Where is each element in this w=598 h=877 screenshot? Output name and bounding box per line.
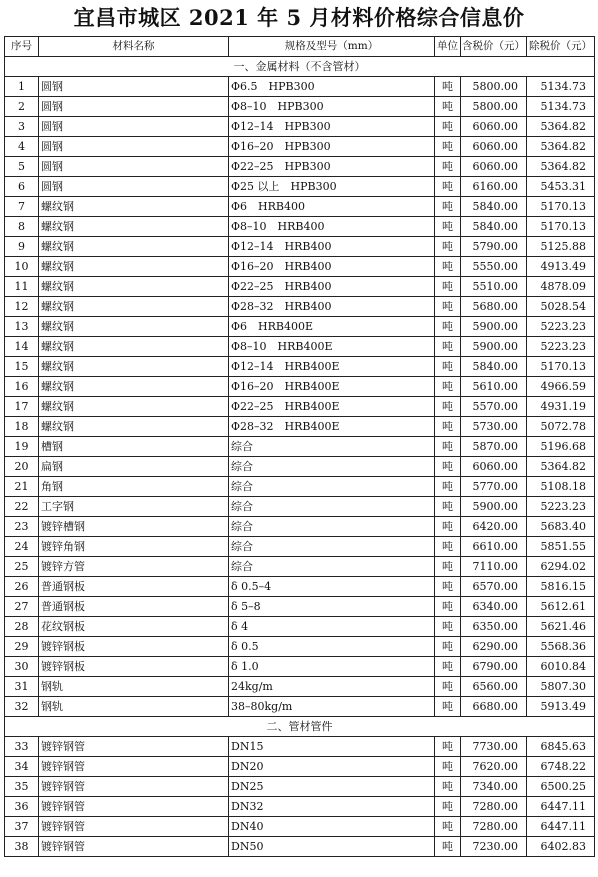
cell-no: 3 — [5, 117, 39, 137]
cell-unit: 吨 — [435, 237, 461, 257]
cell-spec: Φ16–20 HRB400E — [229, 377, 435, 397]
cell-no: 2 — [5, 97, 39, 117]
cell-spec: DN40 — [229, 817, 435, 837]
cell-price-tax: 7620.00 — [461, 757, 527, 777]
cell-no: 34 — [5, 757, 39, 777]
cell-unit: 吨 — [435, 477, 461, 497]
cell-name: 螺纹钢 — [39, 277, 229, 297]
table-row — [5, 137, 595, 157]
cell-price-notax: 5364.82 — [527, 457, 595, 477]
cell-price-tax: 6060.00 — [461, 157, 527, 177]
cell-name: 螺纹钢 — [39, 417, 229, 437]
cell-price-tax: 6680.00 — [461, 697, 527, 717]
cell-name: 镀锌钢板 — [39, 657, 229, 677]
table-body — [5, 57, 595, 857]
cell-spec: Φ28–32 HRB400 — [229, 297, 435, 317]
cell-name: 镀锌方管 — [39, 557, 229, 577]
cell-unit: 吨 — [435, 597, 461, 617]
table-row — [5, 517, 595, 537]
cell-unit: 吨 — [435, 157, 461, 177]
cell-unit: 吨 — [435, 637, 461, 657]
cell-price-notax: 5134.73 — [527, 97, 595, 117]
cell-name: 镀锌钢管 — [39, 837, 229, 857]
cell-unit: 吨 — [435, 77, 461, 97]
cell-price-notax: 6294.02 — [527, 557, 595, 577]
cell-no: 12 — [5, 297, 39, 317]
cell-unit: 吨 — [435, 577, 461, 597]
section-heading: 一、金属材料（不含管材） — [5, 57, 595, 77]
cell-no: 5 — [5, 157, 39, 177]
cell-name: 镀锌钢管 — [39, 817, 229, 837]
cell-price-notax: 4878.09 — [527, 277, 595, 297]
cell-price-tax: 7280.00 — [461, 817, 527, 837]
cell-no: 38 — [5, 837, 39, 857]
column-header-price-tax: 含税价（元） — [461, 37, 527, 57]
cell-price-notax: 5072.78 — [527, 417, 595, 437]
cell-price-notax: 5223.23 — [527, 497, 595, 517]
cell-spec: 综合 — [229, 457, 435, 477]
cell-no: 37 — [5, 817, 39, 837]
cell-name: 螺纹钢 — [39, 217, 229, 237]
cell-spec: Φ12–14 HPB300 — [229, 117, 435, 137]
cell-spec: 24kg/m — [229, 677, 435, 697]
cell-price-notax: 6845.63 — [527, 737, 595, 757]
cell-name: 圆钢 — [39, 97, 229, 117]
cell-price-tax: 7730.00 — [461, 737, 527, 757]
cell-name: 螺纹钢 — [39, 357, 229, 377]
cell-unit: 吨 — [435, 837, 461, 857]
cell-price-tax: 5570.00 — [461, 397, 527, 417]
cell-name: 螺纹钢 — [39, 297, 229, 317]
cell-name: 圆钢 — [39, 117, 229, 137]
table-row — [5, 177, 595, 197]
cell-name: 镀锌角钢 — [39, 537, 229, 557]
cell-unit: 吨 — [435, 657, 461, 677]
cell-spec: Φ12–14 HRB400E — [229, 357, 435, 377]
cell-price-notax: 5364.82 — [527, 157, 595, 177]
cell-unit: 吨 — [435, 617, 461, 637]
cell-name: 螺纹钢 — [39, 257, 229, 277]
cell-spec: 综合 — [229, 437, 435, 457]
table-row — [5, 497, 595, 517]
cell-unit: 吨 — [435, 97, 461, 117]
cell-spec: DN15 — [229, 737, 435, 757]
cell-price-tax: 7110.00 — [461, 557, 527, 577]
cell-spec: Φ25 以上 HPB300 — [229, 177, 435, 197]
cell-spec: Φ8–10 HRB400 — [229, 217, 435, 237]
table-row — [5, 757, 595, 777]
cell-unit: 吨 — [435, 557, 461, 577]
cell-spec: δ 5–8 — [229, 597, 435, 617]
cell-price-tax: 5840.00 — [461, 197, 527, 217]
cell-price-notax: 5196.68 — [527, 437, 595, 457]
cell-no: 27 — [5, 597, 39, 617]
cell-price-tax: 6160.00 — [461, 177, 527, 197]
cell-price-tax: 5800.00 — [461, 77, 527, 97]
cell-price-notax: 5453.31 — [527, 177, 595, 197]
cell-name: 螺纹钢 — [39, 397, 229, 417]
cell-price-notax: 6402.83 — [527, 837, 595, 857]
page-title: 宜昌市城区 2021 年 5 月材料价格综合信息价 — [73, 5, 525, 30]
cell-no: 16 — [5, 377, 39, 397]
table-row — [5, 197, 595, 217]
cell-unit: 吨 — [435, 217, 461, 237]
cell-price-notax: 6500.25 — [527, 777, 595, 797]
cell-unit: 吨 — [435, 337, 461, 357]
cell-spec: δ 0.5–4 — [229, 577, 435, 597]
cell-unit: 吨 — [435, 697, 461, 717]
cell-price-notax: 6748.22 — [527, 757, 595, 777]
cell-price-tax: 5550.00 — [461, 257, 527, 277]
cell-price-tax: 5790.00 — [461, 237, 527, 257]
table-row — [5, 657, 595, 677]
cell-name: 圆钢 — [39, 137, 229, 157]
cell-name: 扁钢 — [39, 457, 229, 477]
table-row — [5, 537, 595, 557]
cell-no: 14 — [5, 337, 39, 357]
column-header-spec: 规格及型号（mm） — [229, 37, 435, 57]
table-row — [5, 637, 595, 657]
section-heading-row — [5, 57, 595, 77]
cell-name: 镀锌钢管 — [39, 777, 229, 797]
table-row — [5, 817, 595, 837]
cell-spec: δ 1.0 — [229, 657, 435, 677]
cell-unit: 吨 — [435, 757, 461, 777]
cell-price-notax: 5568.36 — [527, 637, 595, 657]
cell-price-notax: 4966.59 — [527, 377, 595, 397]
cell-no: 24 — [5, 537, 39, 557]
cell-no: 15 — [5, 357, 39, 377]
cell-price-notax: 6010.84 — [527, 657, 595, 677]
cell-name: 镀锌钢板 — [39, 637, 229, 657]
cell-price-tax: 5610.00 — [461, 377, 527, 397]
table-header-row — [5, 37, 595, 57]
cell-name: 钢轨 — [39, 697, 229, 717]
cell-price-notax: 4931.19 — [527, 397, 595, 417]
cell-unit: 吨 — [435, 277, 461, 297]
cell-unit: 吨 — [435, 357, 461, 377]
cell-price-notax: 5807.30 — [527, 677, 595, 697]
cell-price-notax: 5621.46 — [527, 617, 595, 637]
cell-price-notax: 5223.23 — [527, 337, 595, 357]
cell-price-tax: 6060.00 — [461, 457, 527, 477]
cell-name: 镀锌槽钢 — [39, 517, 229, 537]
cell-no: 23 — [5, 517, 39, 537]
cell-name: 圆钢 — [39, 77, 229, 97]
column-header-no: 序号 — [5, 37, 39, 57]
cell-name: 镀锌钢管 — [39, 797, 229, 817]
cell-no: 29 — [5, 637, 39, 657]
table-row — [5, 777, 595, 797]
cell-price-tax: 5770.00 — [461, 477, 527, 497]
table-row — [5, 337, 595, 357]
cell-spec: 综合 — [229, 517, 435, 537]
cell-spec: δ 4 — [229, 617, 435, 637]
cell-no: 7 — [5, 197, 39, 217]
cell-price-notax: 5364.82 — [527, 117, 595, 137]
cell-spec: 综合 — [229, 497, 435, 517]
cell-name: 镀锌钢管 — [39, 737, 229, 757]
table-row — [5, 357, 595, 377]
cell-name: 螺纹钢 — [39, 237, 229, 257]
cell-unit: 吨 — [435, 117, 461, 137]
cell-no: 25 — [5, 557, 39, 577]
cell-unit: 吨 — [435, 317, 461, 337]
cell-unit: 吨 — [435, 537, 461, 557]
cell-no: 26 — [5, 577, 39, 597]
table-row — [5, 417, 595, 437]
cell-price-tax: 7340.00 — [461, 777, 527, 797]
cell-price-tax: 7280.00 — [461, 797, 527, 817]
cell-price-notax: 5851.55 — [527, 537, 595, 557]
cell-price-tax: 5900.00 — [461, 497, 527, 517]
cell-unit: 吨 — [435, 777, 461, 797]
cell-no: 11 — [5, 277, 39, 297]
cell-price-notax: 5125.88 — [527, 237, 595, 257]
cell-unit: 吨 — [435, 197, 461, 217]
section-heading: 二、管材管件 — [5, 717, 595, 737]
table-row — [5, 117, 595, 137]
table-row — [5, 377, 595, 397]
cell-no: 30 — [5, 657, 39, 677]
table-row — [5, 437, 595, 457]
cell-spec: Φ8–10 HRB400E — [229, 337, 435, 357]
cell-price-notax: 5170.13 — [527, 197, 595, 217]
cell-spec: Φ16–20 HRB400 — [229, 257, 435, 277]
cell-name: 镀锌钢管 — [39, 757, 229, 777]
column-header-name: 材料名称 — [39, 37, 229, 57]
cell-price-tax: 5840.00 — [461, 357, 527, 377]
cell-spec: DN32 — [229, 797, 435, 817]
cell-price-notax: 5364.82 — [527, 137, 595, 157]
cell-no: 33 — [5, 737, 39, 757]
section-heading-row — [5, 717, 595, 737]
cell-price-tax: 5510.00 — [461, 277, 527, 297]
table-row — [5, 697, 595, 717]
cell-no: 8 — [5, 217, 39, 237]
table-row — [5, 617, 595, 637]
cell-price-notax: 5223.23 — [527, 317, 595, 337]
cell-price-tax: 5730.00 — [461, 417, 527, 437]
cell-no: 1 — [5, 77, 39, 97]
cell-name: 普通钢板 — [39, 597, 229, 617]
cell-price-tax: 6610.00 — [461, 537, 527, 557]
cell-unit: 吨 — [435, 737, 461, 757]
cell-price-tax: 5840.00 — [461, 217, 527, 237]
cell-price-notax: 5913.49 — [527, 697, 595, 717]
cell-price-tax: 6570.00 — [461, 577, 527, 597]
table-row — [5, 157, 595, 177]
cell-price-notax: 5683.40 — [527, 517, 595, 537]
cell-spec: Φ22–25 HRB400 — [229, 277, 435, 297]
cell-price-notax: 6447.11 — [527, 817, 595, 837]
cell-no: 28 — [5, 617, 39, 637]
cell-price-notax: 5612.61 — [527, 597, 595, 617]
table-row — [5, 217, 595, 237]
cell-spec: Φ12–14 HRB400 — [229, 237, 435, 257]
table-row — [5, 457, 595, 477]
table-row — [5, 837, 595, 857]
cell-spec: Φ16–20 HPB300 — [229, 137, 435, 157]
cell-price-tax: 5900.00 — [461, 337, 527, 357]
table-row — [5, 677, 595, 697]
table-row — [5, 317, 595, 337]
cell-no: 32 — [5, 697, 39, 717]
cell-spec: 综合 — [229, 477, 435, 497]
cell-spec: Φ6 HRB400 — [229, 197, 435, 217]
cell-unit: 吨 — [435, 797, 461, 817]
column-header-price-notax: 除税价（元） — [527, 37, 595, 57]
cell-spec: DN50 — [229, 837, 435, 857]
cell-price-tax: 6790.00 — [461, 657, 527, 677]
cell-price-tax: 6560.00 — [461, 677, 527, 697]
cell-unit: 吨 — [435, 417, 461, 437]
cell-price-tax: 6060.00 — [461, 117, 527, 137]
cell-spec: δ 0.5 — [229, 637, 435, 657]
cell-price-notax: 5170.13 — [527, 217, 595, 237]
price-table — [4, 36, 595, 857]
cell-no: 21 — [5, 477, 39, 497]
cell-no: 18 — [5, 417, 39, 437]
cell-name: 槽钢 — [39, 437, 229, 457]
cell-price-notax: 5108.18 — [527, 477, 595, 497]
cell-spec: Φ22–25 HPB300 — [229, 157, 435, 177]
table-row — [5, 477, 595, 497]
cell-no: 6 — [5, 177, 39, 197]
cell-unit: 吨 — [435, 177, 461, 197]
cell-name: 圆钢 — [39, 157, 229, 177]
cell-name: 螺纹钢 — [39, 317, 229, 337]
cell-unit: 吨 — [435, 137, 461, 157]
cell-spec: Φ28–32 HRB400E — [229, 417, 435, 437]
cell-spec: 38–80kg/m — [229, 697, 435, 717]
cell-price-tax: 5800.00 — [461, 97, 527, 117]
cell-name: 普通钢板 — [39, 577, 229, 597]
cell-price-tax: 6290.00 — [461, 637, 527, 657]
cell-spec: DN20 — [229, 757, 435, 777]
cell-no: 4 — [5, 137, 39, 157]
cell-price-tax: 6350.00 — [461, 617, 527, 637]
cell-spec: Φ22–25 HRB400E — [229, 397, 435, 417]
table-row — [5, 397, 595, 417]
cell-name: 工字钢 — [39, 497, 229, 517]
table-row — [5, 237, 595, 257]
cell-name: 角钢 — [39, 477, 229, 497]
cell-name: 螺纹钢 — [39, 377, 229, 397]
cell-price-tax: 6340.00 — [461, 597, 527, 617]
cell-no: 22 — [5, 497, 39, 517]
cell-price-tax: 7230.00 — [461, 837, 527, 857]
cell-spec: 综合 — [229, 557, 435, 577]
table-row — [5, 77, 595, 97]
cell-price-notax: 5170.13 — [527, 357, 595, 377]
table-row — [5, 577, 595, 597]
cell-no: 17 — [5, 397, 39, 417]
table-row — [5, 557, 595, 577]
cell-name: 花纹钢板 — [39, 617, 229, 637]
table-row — [5, 97, 595, 117]
cell-name: 钢轨 — [39, 677, 229, 697]
cell-spec: 综合 — [229, 537, 435, 557]
table-row — [5, 277, 595, 297]
column-header-unit: 单位 — [435, 37, 461, 57]
table-row — [5, 257, 595, 277]
cell-no: 9 — [5, 237, 39, 257]
cell-spec: Φ6 HRB400E — [229, 317, 435, 337]
cell-name: 圆钢 — [39, 177, 229, 197]
cell-no: 36 — [5, 797, 39, 817]
table-row — [5, 597, 595, 617]
cell-price-tax: 5680.00 — [461, 297, 527, 317]
cell-name: 螺纹钢 — [39, 337, 229, 357]
cell-spec: DN25 — [229, 777, 435, 797]
cell-no: 10 — [5, 257, 39, 277]
cell-spec: Φ8–10 HPB300 — [229, 97, 435, 117]
cell-price-notax: 5134.73 — [527, 77, 595, 97]
cell-unit: 吨 — [435, 437, 461, 457]
cell-no: 31 — [5, 677, 39, 697]
cell-price-notax: 4913.49 — [527, 257, 595, 277]
cell-unit: 吨 — [435, 817, 461, 837]
cell-no: 13 — [5, 317, 39, 337]
table-row — [5, 797, 595, 817]
cell-no: 20 — [5, 457, 39, 477]
cell-no: 19 — [5, 437, 39, 457]
cell-unit: 吨 — [435, 297, 461, 317]
cell-unit: 吨 — [435, 457, 461, 477]
cell-price-tax: 5900.00 — [461, 317, 527, 337]
table-row — [5, 737, 595, 757]
cell-price-notax: 5816.15 — [527, 577, 595, 597]
cell-unit: 吨 — [435, 517, 461, 537]
cell-no: 35 — [5, 777, 39, 797]
cell-price-tax: 5870.00 — [461, 437, 527, 457]
cell-unit: 吨 — [435, 377, 461, 397]
cell-unit: 吨 — [435, 677, 461, 697]
table-row — [5, 297, 595, 317]
cell-price-notax: 5028.54 — [527, 297, 595, 317]
cell-price-notax: 6447.11 — [527, 797, 595, 817]
cell-name: 螺纹钢 — [39, 197, 229, 217]
cell-price-tax: 6420.00 — [461, 517, 527, 537]
cell-unit: 吨 — [435, 497, 461, 517]
cell-price-tax: 6060.00 — [461, 137, 527, 157]
cell-spec: Φ6.5 HPB300 — [229, 77, 435, 97]
cell-unit: 吨 — [435, 257, 461, 277]
cell-unit: 吨 — [435, 397, 461, 417]
